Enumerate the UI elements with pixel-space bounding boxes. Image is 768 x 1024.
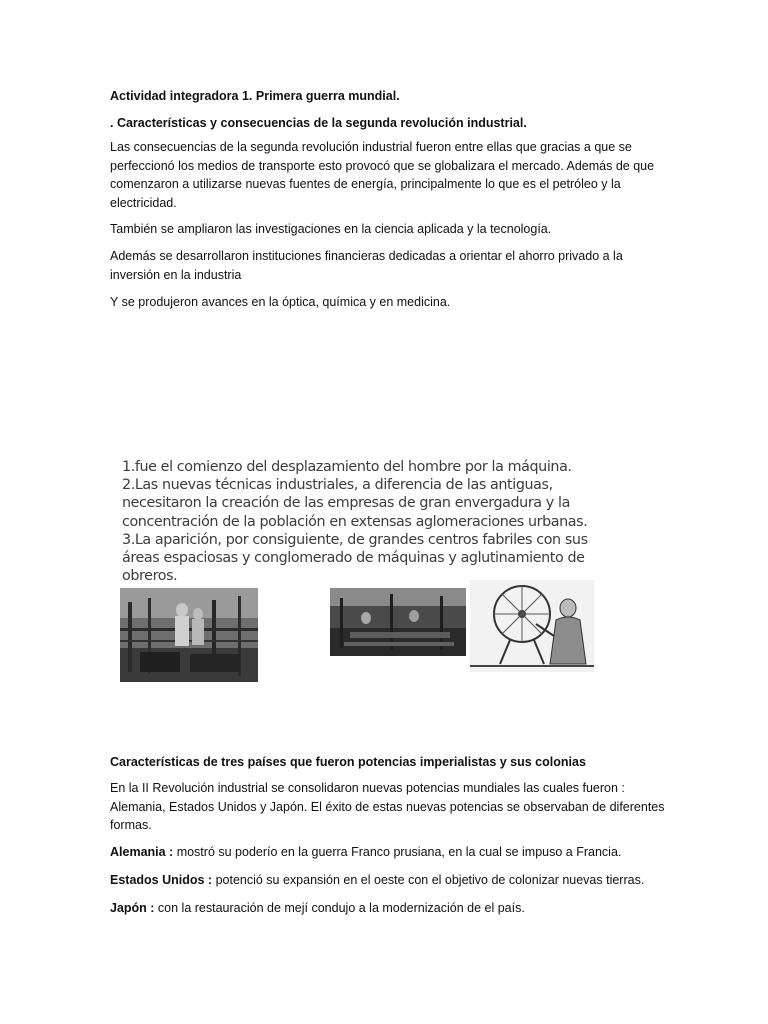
country-japan xyxy=(110,899,665,918)
paragraph-advances: Y se produjeron avances en la óptica, química y en medicina. xyxy=(110,295,451,309)
figure-line: áreas espaciosas y conglomerado de máquinas y aglutinamiento de xyxy=(122,550,585,567)
country-germany xyxy=(110,843,665,862)
figure-line: necesitaron la creación de las empresas de gran envergadura y la xyxy=(122,495,570,512)
factory-workers-photo xyxy=(120,588,258,682)
figure-line: 1.fue el comienzo del desplazamiento del hombre por la máquina. xyxy=(122,459,572,475)
country-usa xyxy=(110,871,665,890)
document-title: Actividad integradora 1. Primera guerra mundial. xyxy=(110,89,400,103)
section2-heading: Características de tres países que fueron potencias imperialistas y sus colonias xyxy=(110,755,586,769)
figure-text xyxy=(122,458,646,585)
figure-line: concentración de la población en extensas aglomeraciones urbanas. xyxy=(122,513,588,530)
country-text: potenció su expansión en el oeste con el objetivo de colonizar nuevas tierras. xyxy=(212,873,645,887)
country-name: Estados Unidos : xyxy=(110,873,213,887)
figure-line: obreros. xyxy=(122,568,178,585)
paragraph-finance: Además se desarrollaron instituciones financieras dedicadas a orientar el ahorro privado a la inversión en la industria xyxy=(110,249,623,282)
factory-machinery-photo xyxy=(330,588,466,656)
figure-line: 3.La aparición, por consiguiente, de grandes centros fabriles con sus xyxy=(122,531,588,548)
section1-heading: . Características y consecuencias de la segunda revolución industrial. xyxy=(110,116,527,130)
section2-intro: En la II Revolución industrial se consolidaron nuevas potencias mundiales las cuales fueron : Alemania, Estados Unidos y Japón. El éxito de estas nuevas potencias se observaban de diferentes formas. xyxy=(110,781,665,832)
country-text: mostró su poderío en la guerra Franco prusiana, en la cual se impuso a Francia. xyxy=(173,845,622,859)
figure-line: 2.Las nuevas técnicas industriales, a diferencia de las antiguas, xyxy=(122,477,553,494)
woman-spinning-wheel-engraving xyxy=(470,580,594,672)
country-name: Alemania : xyxy=(110,845,174,859)
paragraph-consequences: Las consecuencias de la segunda revolución industrial fueron entre ellas que gracias a que se perfeccionó los medios de transporte esto provocó que se globalizara el mercado. Además de que comenzaron a utilizarse nuevas fuentes de energía, principalmente lo que es el petróleo y la electricidad. xyxy=(110,140,655,210)
industrial-revolution-figure xyxy=(116,454,650,686)
country-text: con la restauración de mejí condujo a la modernización de el país. xyxy=(154,901,525,915)
country-name: Japón : xyxy=(110,901,155,915)
paragraph-research: También se ampliaron las investigaciones en la ciencia aplicada y la tecnología. xyxy=(110,222,552,236)
